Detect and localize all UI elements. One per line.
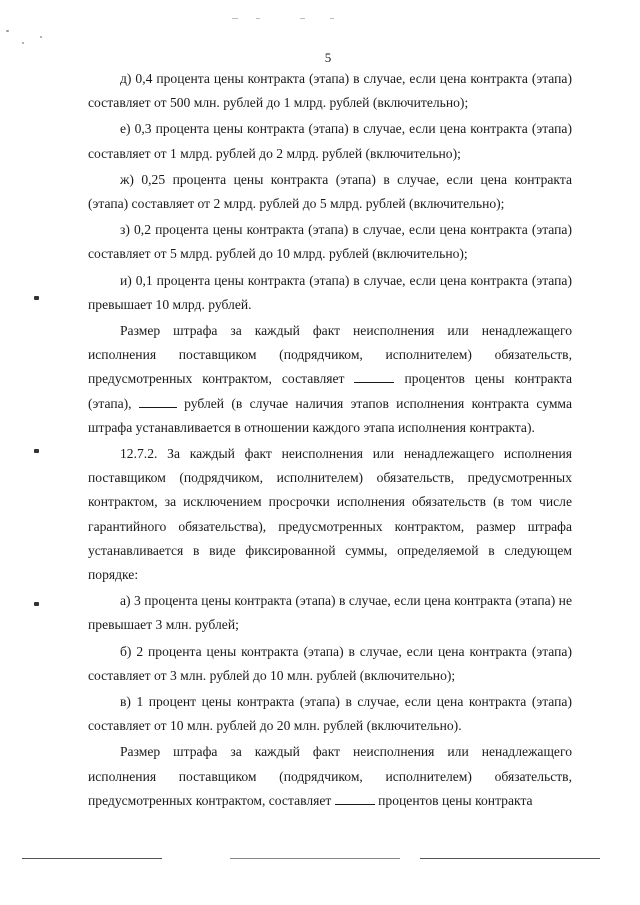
paragraph-d: д) 0,4 процента цены контракта (этапа) в случае, если цена контракта (этапа) составляет от 500 млн. рублей до 1 млрд. рублей (включительно);	[88, 71, 572, 111]
fine-text-part: процентов цены контракта (этапа),	[88, 371, 573, 411]
paragraph-v: в) 1 процент цены контракта (этапа) в случае, если цена контракта (этапа) составляет от 10 млн. рублей до 20 млн. рублей (включительно).	[88, 694, 572, 734]
paragraph-b: б) 2 процента цены контракта (этапа) в случае, если цена контракта (этапа) составляет от 3 млн. рублей до 10 млн. рублей (включительно);	[88, 643, 572, 683]
scan-mark	[256, 18, 260, 19]
fill-blank-percent[interactable]	[354, 369, 394, 383]
fill-blank-rubles[interactable]	[139, 394, 177, 408]
fine-paragraph-2	[88, 740, 572, 813]
fill-blank-percent[interactable]	[335, 791, 375, 805]
margin-mark	[34, 296, 39, 300]
paragraph-zh: ж) 0,25 процента цены контракта (этапа) в случае, если цена контракта (этапа) составляет от 2 млрд. рублей до 5 млрд. рублей (включительно);	[88, 171, 572, 212]
paragraph-z: з) 0,2 процента цены контракта (этапа) в случае, если цена контракта (этапа) составляет от 5 млрд. рублей до 10 млрд. рублей (включительно);	[88, 222, 572, 262]
fine-paragraph-1	[88, 319, 572, 440]
scan-edge-line	[22, 858, 162, 859]
document-body	[88, 67, 572, 815]
clause-12-7-2: 12.7.2. За каждый факт неисполнения или ненадлежащего исполнения поставщиком (подрядчиком, исполнителем) обязательств, предусмотренных контрактом, за исключением просрочки исполнения обязательств (в том числе гарантийного обязательства), предусмотренных контрактом, размер штрафа устанавливается в виде фиксированной суммы, определяемой в следующем порядке:	[88, 446, 572, 583]
margin-mark	[34, 449, 39, 453]
fine-text-part: Размер штрафа за каждый факт неисполнения или ненадлежащего исполнения поставщиком (подрядчиком, исполнителем) обязательств, предусмотренных контрактом, составляет	[88, 323, 572, 387]
paragraph-e: е) 0,3 процента цены контракта (этапа) в случае, если цена контракта (этапа) составляет от 1 млрд. рублей до 2 млрд. рублей (включительно);	[88, 121, 572, 161]
fine-text-part: процентов цены контракта	[374, 792, 533, 808]
scan-speck	[22, 42, 24, 44]
fine-text-part: Размер штрафа за каждый факт неисполнения или ненадлежащего исполнения поставщиком (подрядчиком, исполнителем) обязательств, предусмотренных контрактом, составляет	[88, 744, 572, 808]
fine-text-part: рублей (в случае наличия этапов исполнения контракта сумма штрафа устанавливается в отношении каждого этапа исполнения контракта).	[88, 395, 572, 435]
scan-mark	[232, 18, 238, 19]
scan-edge-line	[230, 858, 400, 859]
scan-speck	[40, 36, 42, 38]
paragraph-i: и) 0,1 процента цены контракта (этапа) в случае, если цена контракта (этапа) превышает 10 млрд. рублей.	[88, 272, 572, 312]
scan-mark	[300, 18, 305, 19]
page-number: 5	[324, 50, 332, 65]
scan-mark	[330, 18, 334, 19]
scan-edge-line	[420, 858, 600, 859]
margin-mark	[34, 602, 39, 606]
scan-speck	[6, 30, 9, 32]
paragraph-a: а) 3 процента цены контракта (этапа) в случае, если цена контракта (этапа) не превышает 3 млн. рублей;	[88, 593, 572, 633]
